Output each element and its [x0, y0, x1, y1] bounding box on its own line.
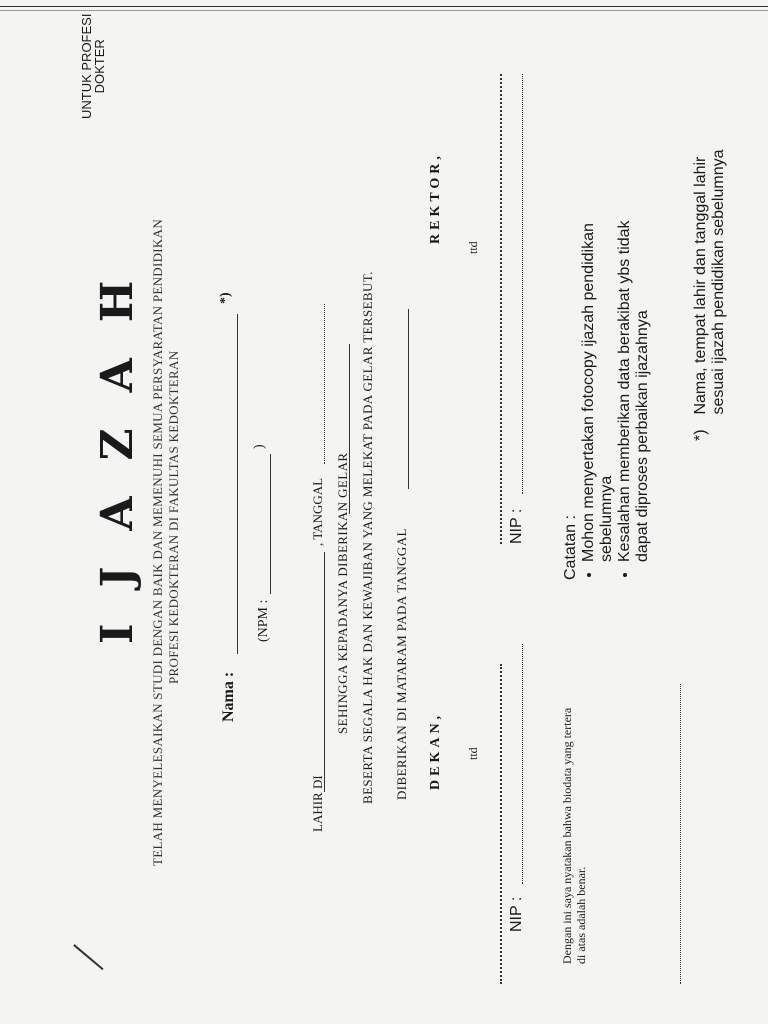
rektor-nip-line: [522, 74, 523, 494]
profesi-tag-line1: UNTUK PROFESI: [79, 13, 94, 119]
catatan-item-1-line-1: Mohon menyertakan fotocopy ijazah pendidikan: [580, 223, 597, 562]
tanggal-label: , TANGGAL: [310, 477, 325, 546]
footnote-line-1: Nama, tempat lahir dan tanggal lahir: [692, 156, 709, 415]
catatan-item: [580, 220, 616, 562]
dekan-nip-line: [522, 644, 523, 884]
catatan-item: [616, 220, 652, 562]
profesi-tag-line2: DOKTER: [92, 39, 107, 94]
nama-label: Nama :: [220, 671, 237, 722]
footnote-line-2: sesuai ijazah pendidikan sebelumnya: [710, 149, 727, 415]
tanggal-field-line[interactable]: [324, 304, 325, 464]
npm-field-line[interactable]: [270, 454, 271, 594]
diberikan-text: DIBERIKAN DI MATARAM PADA TANGGAL: [394, 528, 409, 800]
lahir-label: LAHIR DI: [310, 775, 325, 832]
dekan-nip-label: NIP :: [508, 896, 525, 932]
intro-line-1: TELAH MENYELESAIKAN STUDI DENGAN BAIK DAN MEMENUHI SEMUA PERSYARATAN PENDIDIKAN: [150, 218, 165, 866]
nama-footnote-mark: *): [218, 292, 233, 304]
catatan-item-1-line-2: sebelumnya: [598, 475, 615, 562]
catatan-list: [580, 220, 652, 580]
dekan-label: DEKAN,: [428, 711, 443, 790]
declaration-line-2: di atas adalah benar.: [574, 866, 588, 964]
rektor-signature-line: [500, 74, 502, 544]
intro-line-2: PROFESI KEDOKTERAN DI FAKULTAS KEDOKTERAN: [166, 350, 181, 684]
declaration-line-1: Dengan ini saya nyatakan bahwa biodata yang tertera: [560, 707, 574, 964]
hak-kewajiban-text: BESERTA SEGALA HAK DAN KEWAJIBAN YANG MELEKAT PADA GELAR TERSEBUT.: [360, 271, 375, 804]
catatan-item-2-line-1: Kesalahan memberikan data berakibat ybs tidak: [616, 220, 633, 562]
catatan-item-2-line-2: dapat diproses perbaikan ijazahnya: [634, 310, 651, 562]
footnote-text: [692, 149, 728, 414]
catatan-block: [562, 220, 652, 580]
rektor-nip-label: NIP :: [508, 508, 525, 544]
declaration-text: [560, 708, 588, 964]
rektor-label: REKTOR,: [428, 152, 443, 244]
dekan-ttd: ttd: [466, 747, 480, 760]
footnote: [692, 149, 728, 441]
npm-close-paren: ): [252, 444, 267, 449]
tanggal-diberikan-line[interactable]: [408, 309, 409, 489]
nama-field-line[interactable]: [237, 314, 238, 654]
document-title: IJAZAH: [92, 244, 143, 644]
catatan-heading: Catatan :: [562, 515, 579, 580]
profesi-tag: [80, 14, 106, 119]
lahir-field-line[interactable]: [324, 552, 325, 792]
footnote-mark: *): [692, 429, 709, 441]
dekan-signature-line: [500, 664, 502, 984]
npm-label: (NPM :: [256, 599, 271, 642]
rektor-ttd: ttd: [466, 241, 480, 254]
applicant-signature-line: [680, 684, 681, 984]
gelar-field-line[interactable]: [349, 344, 350, 514]
gelar-text: SEHINGGA KEPADANYA DIBERIKAN GELAR: [335, 452, 350, 734]
